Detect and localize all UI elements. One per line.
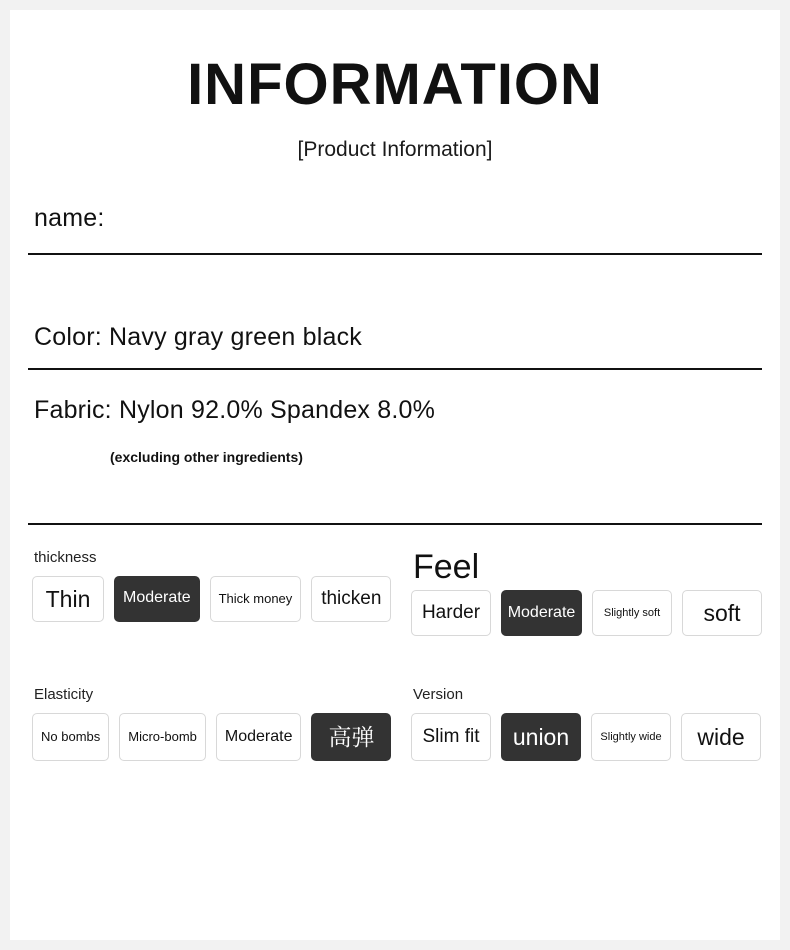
fabric-label: Fabric: Nylon 92.0% Spandex 8.0%: [34, 395, 436, 424]
feel-chips: [407, 590, 762, 636]
chip-thickness-thick-money[interactable]: Thick money: [210, 576, 302, 622]
chip-thickness-thin[interactable]: Thin: [32, 576, 104, 622]
chip-elasticity-high-elastic[interactable]: 高弹: [311, 713, 391, 761]
chip-feel-harder[interactable]: Harder: [411, 590, 491, 636]
bottom-padding: [10, 761, 780, 801]
name-field: [28, 162, 762, 255]
elasticity-group: [28, 686, 395, 761]
name-label: name:: [34, 203, 105, 232]
fabric-field: [28, 370, 762, 525]
product-information-card: [10, 10, 780, 940]
thickness-label: thickness: [34, 548, 97, 566]
fabric-note: (excluding other ingredients): [110, 448, 303, 465]
chip-elasticity-micro-bomb[interactable]: Micro-bomb: [119, 713, 206, 761]
elasticity-chips: [28, 713, 395, 761]
chip-elasticity-no-bombs[interactable]: No bombs: [32, 713, 109, 761]
version-group: [395, 686, 762, 761]
elasticity-label: Elasticity: [34, 686, 94, 704]
options-spacer: [10, 636, 780, 662]
thickness-group: [28, 549, 395, 636]
options-row-one: [28, 525, 762, 636]
color-field: [28, 255, 762, 370]
chip-elasticity-moderate[interactable]: Moderate: [216, 713, 302, 761]
version-chips: [407, 713, 762, 761]
chip-version-wide[interactable]: wide: [681, 713, 761, 761]
chip-feel-slightly-soft[interactable]: Slightly soft: [592, 590, 672, 636]
thickness-chips: [28, 576, 395, 622]
chip-version-union[interactable]: union: [501, 713, 581, 761]
color-label: Color: Navy gray green black: [34, 322, 362, 351]
options-row-two: [28, 662, 762, 761]
chip-version-slim-fit[interactable]: Slim fit: [411, 713, 491, 761]
version-label: Version: [413, 686, 464, 704]
page-subtitle: [Product Information]: [297, 137, 493, 161]
feel-label: Feel: [413, 547, 480, 586]
chip-thickness-thicken[interactable]: thicken: [311, 576, 391, 622]
chip-version-slightly-wide[interactable]: Slightly wide: [591, 713, 671, 761]
page-title: INFORMATION: [187, 52, 603, 117]
feel-group: [395, 549, 762, 636]
chip-feel-moderate[interactable]: Moderate: [501, 590, 582, 636]
chip-thickness-moderate[interactable]: Moderate: [114, 576, 200, 622]
chip-feel-soft[interactable]: soft: [682, 590, 762, 636]
